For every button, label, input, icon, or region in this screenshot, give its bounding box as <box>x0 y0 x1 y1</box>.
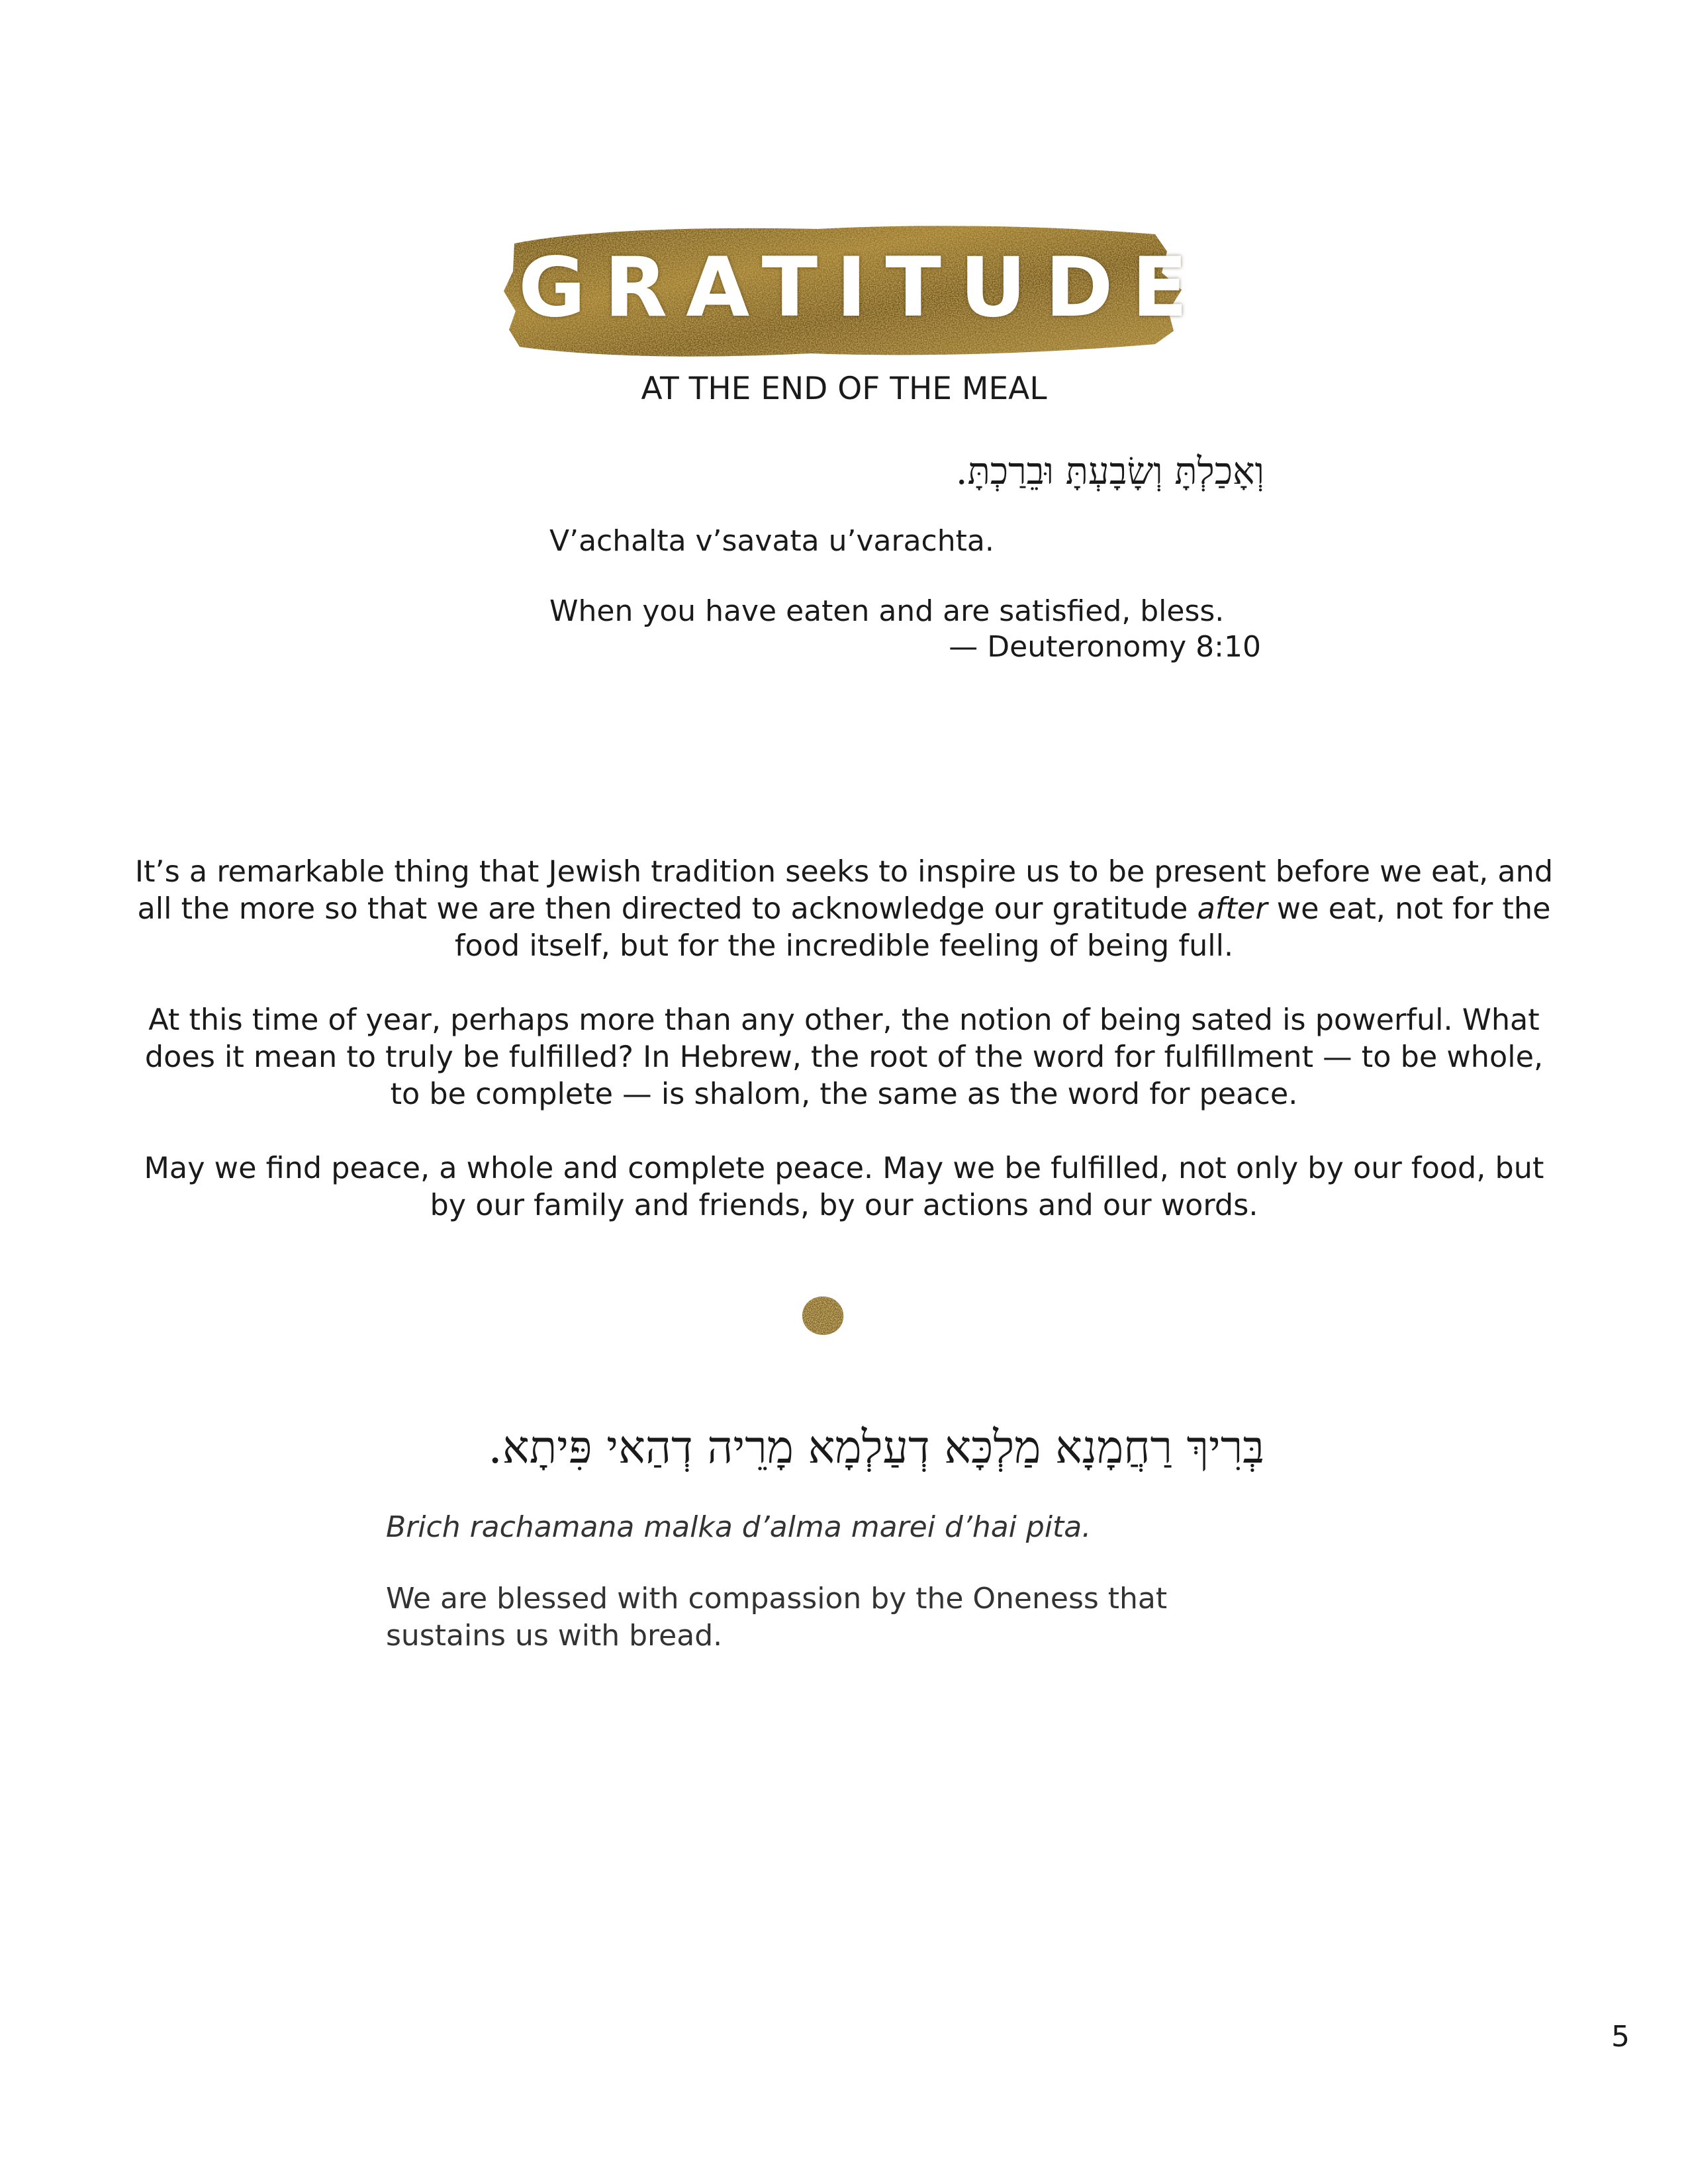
blessing-transliteration: Brich rachamana malka d’alma marei d’hai pita. <box>386 1510 1092 1544</box>
blessing-translation: We are blessed with compassion by the Oneness that sustains us with bread. <box>386 1582 1168 1653</box>
reflection-paragraph-2: At this time of year, perhaps more than any other, the notion of being sated is powerful. What does it mean to truly be fulfilled? In Hebrew, the root of the word for fulfillment — to be whole, to be complete — is shalom, the same as the word for peace. <box>144 1003 1544 1111</box>
page-title: GRATITUDE <box>518 240 1207 336</box>
reflection-paragraph-3: May we find peace, a whole and complete peace. May we be fulfilled, not only by our food, but by our family and friends, by our actions and our words. <box>144 1152 1544 1222</box>
title-banner <box>500 212 1207 364</box>
reflection-paragraph-1-end: we eat, not for the food itself, but for the incredible feeling of being full. <box>454 892 1551 963</box>
reflection-text <box>132 854 1556 1261</box>
reflection-paragraph-1 <box>132 854 1556 965</box>
page-subtitle: AT THE END OF THE MEAL <box>641 371 1047 407</box>
verse-citation: — Deuteronomy 8:10 <box>949 630 1261 664</box>
page-number: 5 <box>1611 2020 1630 2054</box>
gold-glitter-dot-icon <box>800 1294 846 1338</box>
reflection-paragraph-1-start: It’s a remarkable thing that Jewish tradition seeks to inspire us to be present before we eat, and all the more so that we are then directed to acknowledge our gratitude <box>134 855 1554 926</box>
reflection-paragraph-1-emphasis: after <box>1197 892 1268 926</box>
verse-translation: When you have eaten and are satisfied, bless. <box>549 594 1225 628</box>
blessing-hebrew: בְּרִיךְ רַחֲמָנָא מַלְכָּא דְעַלְמָא מָרֵיה דְהַאי פִּיתָא. <box>488 1422 1264 1474</box>
verse-hebrew: וְאָכַלְתָּ וְשָׂבָעְתָּ וּבֵרַכְתָּ. <box>955 450 1264 493</box>
verse-transliteration: V’achalta v’savata u’varachta. <box>549 524 994 558</box>
